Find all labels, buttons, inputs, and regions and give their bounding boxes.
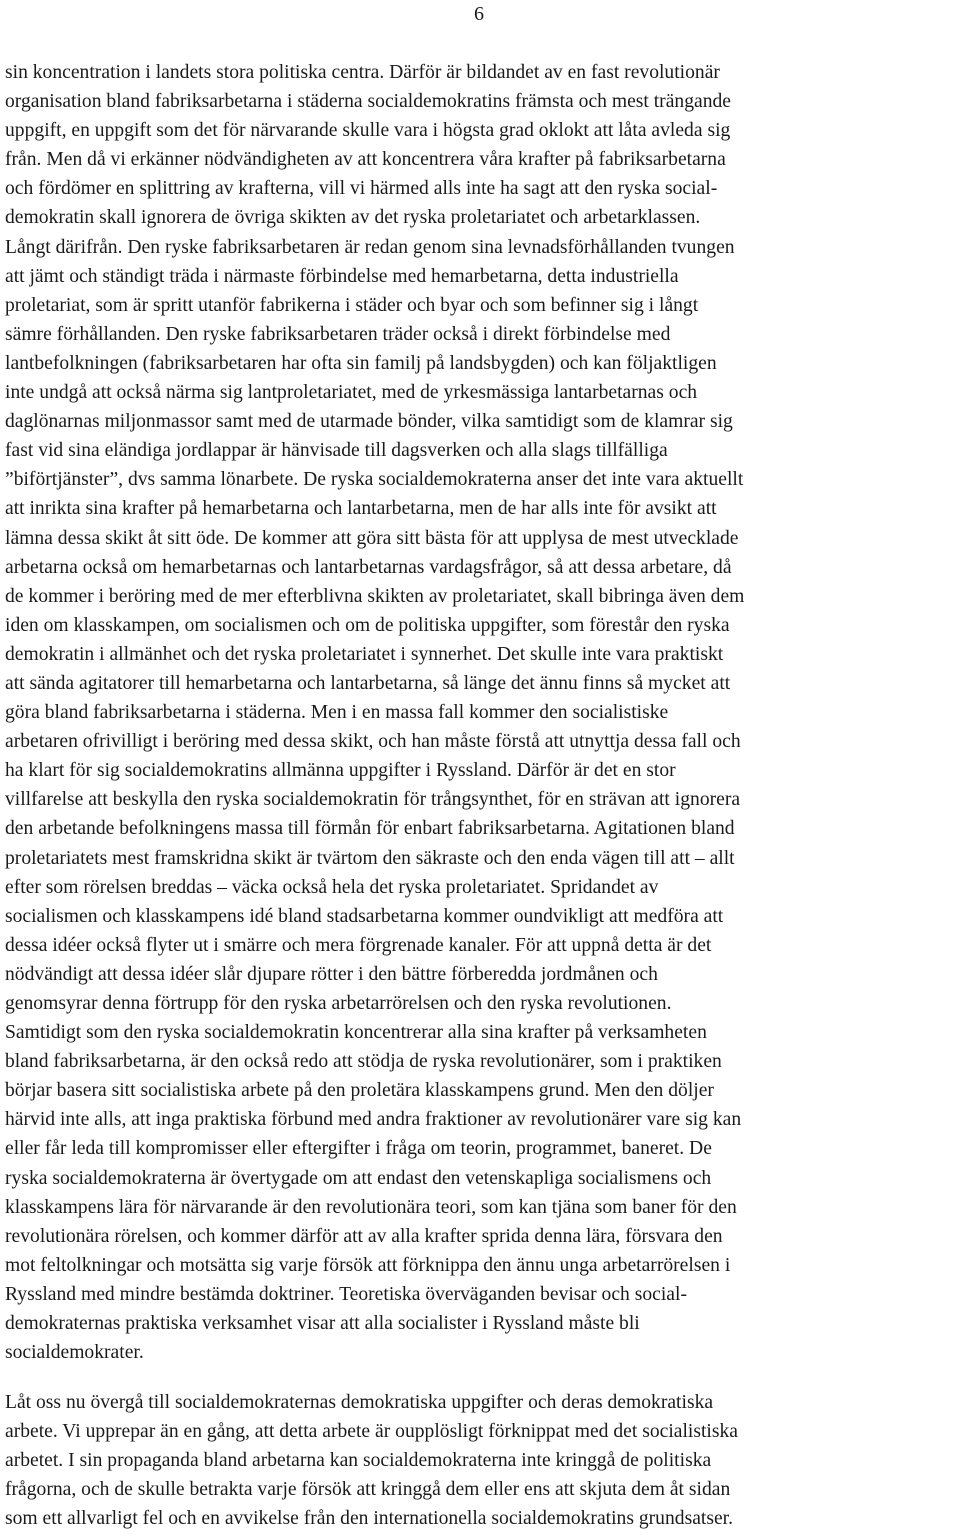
- text-line: arbete. Vi upprepar än en gång, att detta arbete är oupplösligt förknippat med det socialistiska: [5, 1421, 738, 1443]
- text-line: proletariat, som är spritt utanför fabrikerna i städer och byar och som befinner sig i långt: [5, 294, 699, 316]
- text-line: frågorna, och de skulle betrakta varje försök att kringgå dem eller ens att skjuta dem åt sidan: [5, 1479, 731, 1501]
- text-line: arbetaren ofrivilligt i beröring med dessa skikt, och han måste förstå att utnyttja dessa fall och: [5, 731, 741, 753]
- text-line: socialdemokrater.: [5, 1342, 144, 1364]
- text-line: demokraternas praktiska verksamhet visar att alla socialister i Ryssland måste bli: [5, 1313, 640, 1335]
- text-line: daglönarnas miljonmassor samt med de utarmade bönder, vilka samtidigt som de klamrar sig: [5, 411, 733, 433]
- text-line: demokratin i allmänhet och det ryska proletariatet i synnerhet. Det skulle inte vara praktiskt: [5, 643, 724, 665]
- body-paragraph: [5, 58, 957, 1367]
- text-line: iden om klasskampen, om socialismen och om de politiska uppgifter, som förestår den ryska: [5, 614, 730, 636]
- text-line: ”biförtjänster”, dvs samma lönarbete. De ryska socialdemokraterna anser det inte vara aktuellt: [5, 469, 744, 491]
- text-line: börjar basera sitt socialistiska arbete på den proletära klasskampens grund. Men den döljer: [5, 1080, 714, 1102]
- text-line: från. Men då vi erkänner nödvändigheten av att koncentrera våra krafter på fabriksarbetarna: [5, 149, 726, 171]
- text-line: att jämt och ständigt träda i närmaste förbindelse med hemarbetarna, detta industriella: [5, 265, 679, 287]
- text-line: Långt därifrån. Den ryske fabriksarbetaren är redan genom sina levnadsförhållanden tvungen: [5, 236, 735, 258]
- body-paragraph: [5, 1388, 957, 1533]
- text-line: Låt oss nu övergå till socialdemokraternas demokratiska uppgifter och deras demokratiska: [5, 1392, 714, 1413]
- text-line: lantbefolkningen (fabriksarbetaren har ofta sin familj på landsbygden) och kan följaktligen: [5, 352, 717, 374]
- text-line: eller får leda till kompromisser eller eftergifter i fråga om teorin, programmet, baneret. De: [5, 1138, 712, 1160]
- text-line: villfarelse att beskylla den ryska socialdemokratin för trångsynthet, för en strävan att ignorera: [5, 789, 741, 811]
- text-line: att inrikta sina krafter på hemarbetarna och lantarbetarna, men de har alls inte för avsikt att: [5, 498, 717, 520]
- text-line: fast vid sina eländiga jordlappar är hänvisade till dagsverken och alla slags tillfälliga: [5, 440, 668, 462]
- text-line: bland fabriksarbetarna, är den också redo att stödja de ryska revolutionärer, som i praktiken: [5, 1051, 722, 1073]
- text-line: göra bland fabriksarbetarna i städerna. Men i en massa fall kommer den socialistiske: [5, 702, 669, 724]
- text-line: de kommer i beröring med de mer efterblivna skikten av proletariatet, skall bibringa även dem: [5, 585, 745, 607]
- text-line: arbetarna också om hemarbetarnas och lantarbetarnas vardagsfrågor, så att dessa arbetare, då: [5, 556, 732, 578]
- text-line: klasskampens lära för närvarande är den revolutionära teori, som kan tjäna som baner för den: [5, 1196, 737, 1218]
- text-line: socialismen och klasskampens idé bland stadsarbetarna kommer oundvikligt att medföra att: [5, 905, 724, 927]
- text-line: organisation bland fabriksarbetarna i städerna socialdemokratins främsta och mest trängande: [5, 91, 731, 113]
- page-number: 6: [474, 3, 484, 25]
- text-line: demokratin skall ignorera de övriga skikten av det ryska proletariatet och arbetarklassen.: [5, 207, 701, 229]
- text-line: nödvändigt att dessa idéer slår djupare rötter i den bättre förberedda jordmånen och: [5, 963, 658, 985]
- text-line: ryska socialdemokraterna är övertygade om att endast den vetenskapliga socialismens och: [5, 1167, 712, 1189]
- text-line: genomsyrar denna förtrupp för den ryska arbetarrörelsen och den ryska revolutionen.: [5, 993, 672, 1014]
- text-line: proletariatets mest framskridna skikt är tvärtom den säkraste och den enda vägen till att – allt: [5, 847, 735, 869]
- text-line: arbetet. I sin propaganda bland arbetarna kan socialdemokraterna inte kringgå de politiska: [5, 1450, 712, 1472]
- text-line: härvid inte alls, att inga praktiska förbund med andra fraktioner av revolutionärer vare sig kan: [5, 1109, 742, 1131]
- text-line: revolutionära rörelsen, och kommer därför att av alla krafter sprida denna lära, försvara den: [5, 1225, 723, 1247]
- text-line: som ett allvarligt fel och en avvikelse från den internationella socialdemokratins grundsatser.: [5, 1508, 734, 1530]
- text-line: efter som rörelsen breddas – väcka också hela det ryska proletariatet. Spridandet av: [5, 876, 659, 898]
- text-line: mot feltolkningar och motsätta sig varje försök att förknippa den ännu unga arbetarrörelsen i: [5, 1254, 731, 1276]
- text-line: uppgift, en uppgift som det för närvarande skulle vara i högsta grad oklokt att låta avleda sig: [5, 120, 731, 142]
- text-line: inte undgå att också närma sig lantproletariatet, med de yrkesmässiga lantarbetarnas och: [5, 382, 698, 404]
- text-line: och fördömer en splittring av krafterna, vill vi härmed alls inte ha sagt att den ryska social-: [5, 178, 718, 200]
- text-line: den arbetande befolkningens massa till förmån för enbart fabriksarbetarna. Agitationen bland: [5, 818, 735, 840]
- text-line: dessa idéer också flyter ut i smärre och mera förgrenade kanaler. För att uppnå detta är det: [5, 934, 712, 956]
- text-line: Samtidigt som den ryska socialdemokratin koncentrerar alla sina krafter på verksamheten: [5, 1022, 707, 1044]
- text-line: lämna dessa skikt åt sitt öde. De kommer att göra sitt bästa för att upplysa de mest utvecklade: [5, 527, 739, 549]
- text-line: ha klart för sig socialdemokratins allmänna uppgifter i Ryssland. Därför är det en stor: [5, 760, 676, 782]
- text-line: sämre förhållanden. Den ryske fabriksarbetaren träder också i direkt förbindelse med: [5, 323, 671, 345]
- text-line: sin koncentration i landets stora politiska centra. Därför är bildandet av en fast revolutionär: [5, 62, 720, 83]
- text-line: Ryssland med mindre bestämda doktriner. Teoretiska överväganden bevisar och social-: [5, 1283, 687, 1305]
- text-line: att sända agitatorer till hemarbetarna och lantarbetarna, så länge det ännu finns så mycket att: [5, 672, 731, 694]
